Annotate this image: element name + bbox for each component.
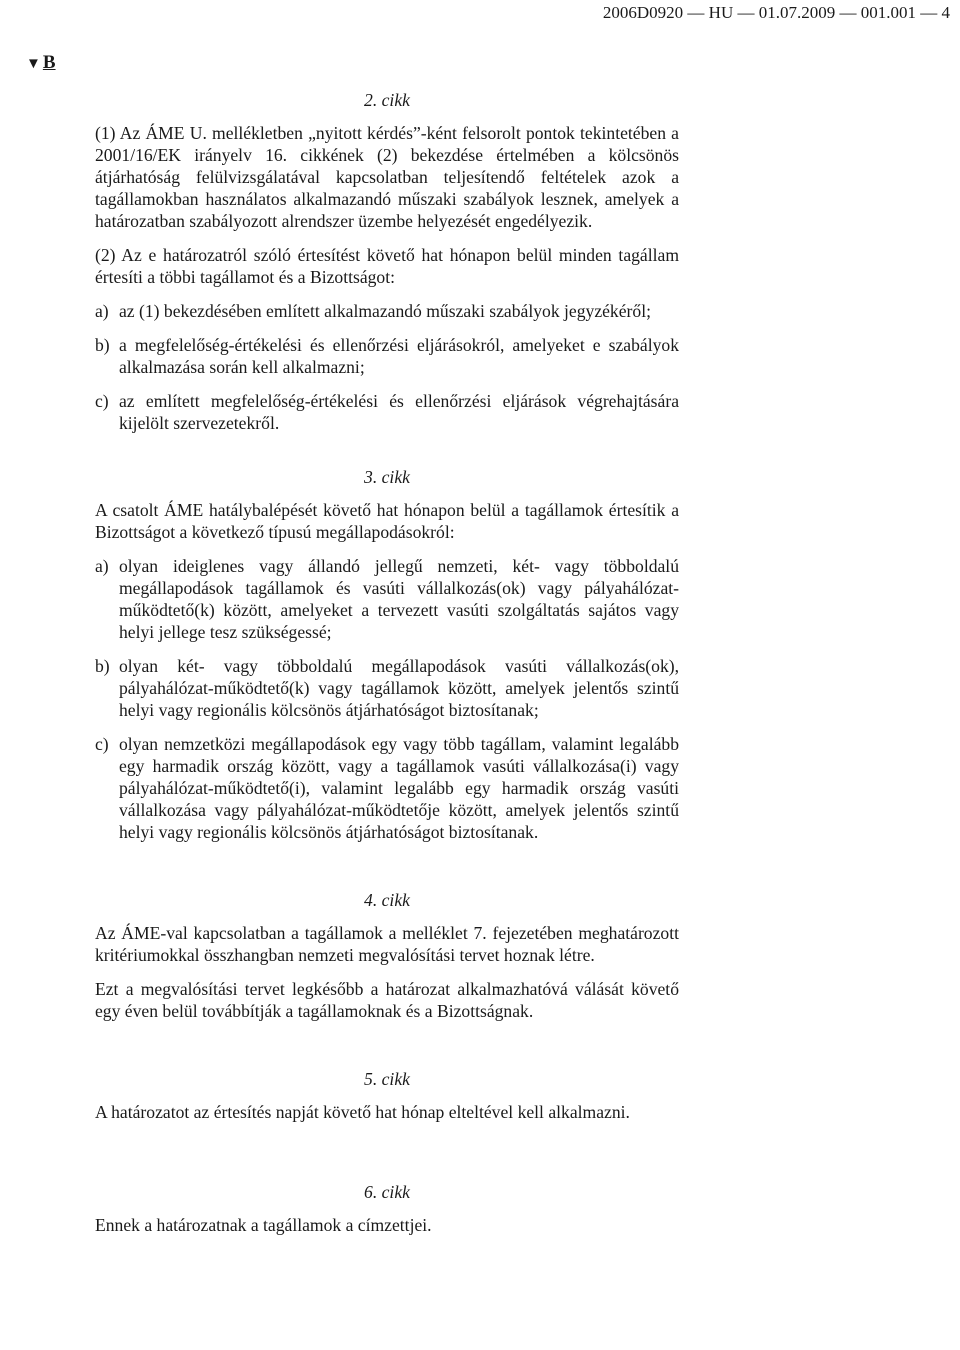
- article-5-paragraph-1: A határozatot az értesítés napját követő hat hónap elteltével kell alkalmazni.: [95, 1102, 630, 1122]
- list-item: [95, 555, 679, 643]
- list-item-letter: b): [95, 335, 110, 355]
- list-item: [95, 300, 679, 322]
- list-item-text: olyan nemzetközi megállapodások egy vagy több tagállam, valamint legalább egy harmadik ország között, vagy a tagállamok vasúti vállalkozása(i) vagy pályahálózat-működtető(i), valamint legalább egy harmadik ország vasúti vállalkozása vagy pályahálózat-működtetője között, amelyek jelentős szintű helyi vagy regionális kölcsönös átjárhatóságot biztosítanak.: [119, 734, 679, 842]
- list-item: [95, 334, 679, 378]
- article-2-paragraph-2: (2) Az e határozatról szóló értesítést követő hat hónapon belül minden tagállam értesíti a többi tagállamot és a Bizottságot:: [95, 245, 679, 287]
- list-item-text: a megfelelőség-értékelési és ellenőrzési eljárásokról, amelyeket e szabályok alkalmazása során kell alkalmazni;: [119, 335, 679, 377]
- article-4-paragraph-2: Ezt a megvalósítási tervet legkésőbb a határozat alkalmazhatóvá válását követő egy éven belül továbbítják a tagállamoknak és a Bizottságnak.: [95, 979, 679, 1021]
- document-body: [95, 89, 679, 1248]
- marker-letter: B: [42, 52, 56, 73]
- list-item-letter: a): [95, 556, 109, 576]
- list-item-text: az említett megfelelőség-értékelési és ellenőrzési eljárások végrehajtására kijelölt szervezetekről.: [119, 391, 679, 433]
- amendment-marker: [26, 52, 56, 75]
- list-item-letter: b): [95, 656, 110, 676]
- triangle-down-icon: ▼: [26, 56, 41, 72]
- article-3-title: 3. cikk: [364, 467, 410, 487]
- article-6-title: 6. cikk: [364, 1182, 410, 1202]
- list-item-text: az (1) bekezdésében említett alkalmazandó műszaki szabályok jegyzékéről;: [119, 301, 651, 321]
- article-5-title: 5. cikk: [364, 1069, 410, 1089]
- article-6-paragraph-1: Ennek a határozatnak a tagállamok a címzettjei.: [95, 1215, 432, 1235]
- article-2-title: 2. cikk: [364, 90, 410, 110]
- list-item-letter: c): [95, 391, 109, 411]
- article-2-paragraph-1: (1) Az ÁME U. mellékletben „nyitott kérdés”-ként felsorolt pontok tekintetében a 2001/16/EK irányelv 16. cikkének (2) bekezdése értelmében a kölcsönös átjárhatóság felülvizsgálatával kapcsolatban teljesítendő feltételek azok a tagállamokban használatos alkalmazandó műszaki szabályok lesznek, amelyek a határozatban szabályozott alrendszer üzembe helyezését engedélyezik.: [95, 123, 679, 231]
- document-reference-header: 2006D0920 — HU — 01.07.2009 — 001.001 — 4: [602, 3, 950, 22]
- list-item-text: olyan ideiglenes vagy állandó jellegű nemzeti, két- vagy többoldalú megállapodások tagállamok és vasúti vállalkozás(ok) vagy pályahálózat-működtető(k) között, amelyeket a tervezett vasúti szolgáltatás sajátos vagy helyi jellege tesz szükségessé;: [119, 556, 679, 642]
- list-item-letter: a): [95, 301, 109, 321]
- article-4-title: 4. cikk: [364, 890, 410, 910]
- article-3-paragraph-1: A csatolt ÁME hatálybalépését követő hat hónapon belül a tagállamok értesítik a Bizottságot a következő típusú megállapodásokról:: [95, 500, 679, 542]
- list-item: [95, 655, 679, 721]
- list-item: [95, 390, 679, 434]
- list-item-text: olyan két- vagy többoldalú megállapodások vasúti vállalkozás(ok), pályahálózat-működtető(k) vagy tagállamok között, amelyek jelentős szintű helyi vagy regionális kölcsönös átjárhatóságot biztosítanak;: [119, 656, 679, 720]
- list-item-letter: c): [95, 734, 109, 754]
- list-item: [95, 733, 679, 843]
- article-4-paragraph-1: Az ÁME-val kapcsolatban a tagállamok a melléklet 7. fejezetében meghatározott kritériumokkal összhangban nemzeti megvalósítási tervet hoznak létre.: [95, 923, 679, 965]
